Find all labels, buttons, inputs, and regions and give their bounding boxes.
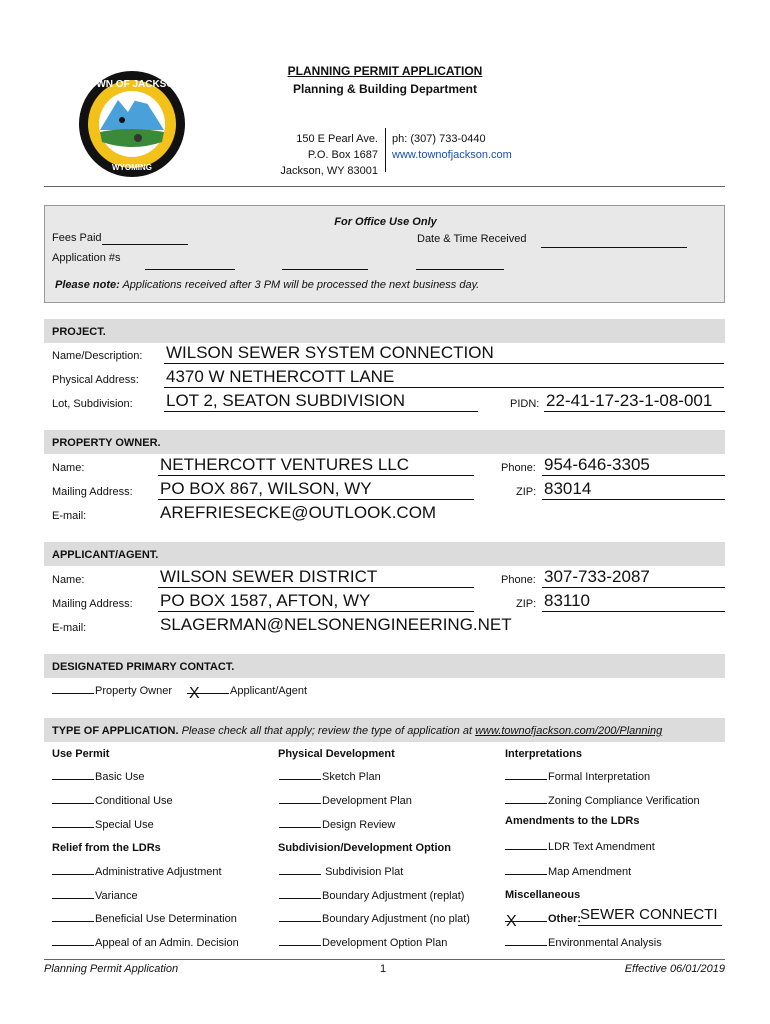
other-value[interactable]: SEWER CONNECTI xyxy=(580,906,718,923)
application-numbers-label: Application #s xyxy=(52,252,121,264)
option-variance[interactable] xyxy=(52,890,138,902)
applicant-email-value[interactable]: SLAGERMAN@NELSONENGINEERING.NET xyxy=(160,615,512,634)
applicant-section-bar xyxy=(44,542,725,566)
option-other[interactable] xyxy=(505,913,581,930)
type-section-bar xyxy=(44,718,725,742)
owner-mail-line xyxy=(158,499,474,500)
checkbox[interactable] xyxy=(279,803,321,804)
contact-agent-option[interactable] xyxy=(187,685,308,702)
checkbox[interactable] xyxy=(279,945,321,946)
address-line-2: P.O. Box 1687 xyxy=(307,149,378,161)
option-label: Boundary Adjustment (replat) xyxy=(322,890,465,902)
checkbox[interactable] xyxy=(505,874,547,875)
option-label: LDR Text Amendment xyxy=(548,841,655,853)
type-heading: TYPE OF APPLICATION. xyxy=(52,725,179,737)
department-name: Planning & Building Department xyxy=(292,82,477,96)
option-label: Zoning Compliance Verification xyxy=(548,795,700,807)
contact-agent-checkbox[interactable] xyxy=(187,685,229,702)
option-boundary-no-plat[interactable] xyxy=(279,913,470,925)
checkbox[interactable] xyxy=(505,849,547,850)
office-note xyxy=(55,279,479,291)
checkbox[interactable] xyxy=(279,779,321,780)
applicant-zip-line xyxy=(542,611,725,612)
option-label: Boundary Adjustment (no plat) xyxy=(322,913,470,925)
checkbox[interactable] xyxy=(279,827,321,828)
option-conditional-use[interactable] xyxy=(52,795,173,807)
applicant-zip-label: ZIP: xyxy=(516,598,537,610)
date-received-label: Date & Time Received xyxy=(417,233,527,245)
option-environmental-analysis[interactable] xyxy=(505,937,662,949)
option-ldr-text-amendment[interactable] xyxy=(505,841,655,853)
contact-section-bar xyxy=(44,654,725,678)
option-formal-interpretation[interactable] xyxy=(505,771,650,783)
applicant-name-label: Name: xyxy=(52,574,85,586)
owner-phone-label: Phone: xyxy=(501,462,536,474)
footer-rule xyxy=(44,959,725,960)
application-number-field-1[interactable] xyxy=(145,269,235,270)
svg-text:WYOMING: WYOMING xyxy=(112,163,152,172)
checkbox[interactable] xyxy=(52,945,94,946)
option-label: Sketch Plan xyxy=(322,771,381,783)
application-number-field-2[interactable] xyxy=(282,269,368,270)
lot-subdivision-line xyxy=(164,411,478,412)
header-rule xyxy=(44,186,725,187)
option-label: Special Use xyxy=(95,819,154,831)
option-label: Administrative Adjustment xyxy=(95,866,222,878)
pidn-label: PIDN: xyxy=(510,398,540,410)
miscellaneous-heading: Miscellaneous xyxy=(505,889,581,901)
owner-section-bar xyxy=(44,430,725,454)
option-special-use[interactable] xyxy=(52,819,154,831)
header-divider xyxy=(385,128,386,172)
project-name-value[interactable]: WILSON SEWER SYSTEM CONNECTION xyxy=(166,343,494,362)
option-sketch-plan[interactable] xyxy=(279,771,381,783)
checkbox[interactable] xyxy=(279,898,321,899)
office-use-box xyxy=(44,205,725,303)
contact-agent-mark: X xyxy=(189,685,200,702)
application-number-field-3[interactable] xyxy=(416,269,504,270)
contact-block xyxy=(392,131,512,163)
contact-heading: DESIGNATED PRIMARY CONTACT. xyxy=(52,661,235,673)
applicant-zip-value[interactable]: 83110 xyxy=(544,591,591,610)
option-label: Environmental Analysis xyxy=(548,937,662,949)
checkbox[interactable] xyxy=(52,874,94,875)
fees-paid-label: Fees Paid xyxy=(52,232,102,244)
project-heading: PROJECT. xyxy=(52,326,106,338)
checkbox[interactable] xyxy=(505,803,547,804)
owner-email-value[interactable]: AREFRIESECKE@OUTLOOK.COM xyxy=(160,503,437,522)
phone-number: ph: (307) 733-0440 xyxy=(392,133,486,145)
subdivision-heading: Subdivision/Development Option xyxy=(278,842,451,854)
option-label: Development Option Plan xyxy=(322,937,448,949)
footer-page-number: 1 xyxy=(380,963,387,975)
footer-effective-date: Effective 06/01/2019 xyxy=(624,963,725,975)
physical-development-heading: Physical Development xyxy=(278,748,395,760)
option-appeal[interactable] xyxy=(52,937,239,949)
option-admin-adjustment[interactable] xyxy=(52,866,222,878)
applicant-mail-label: Mailing Address: xyxy=(52,598,133,610)
option-label: Map Amendment xyxy=(548,866,632,878)
applicant-mail-line xyxy=(158,611,474,612)
owner-zip-line xyxy=(542,499,725,500)
type-heading-row xyxy=(52,725,662,737)
website-link[interactable]: www.townofjackson.com xyxy=(392,149,512,161)
checkbox[interactable] xyxy=(505,913,547,930)
pidn-value[interactable]: 22-41-17-23-1-08-001 xyxy=(546,391,713,410)
owner-name-label: Name: xyxy=(52,462,85,474)
applicant-email-label: E-mail: xyxy=(52,622,87,634)
office-use-title: For Office Use Only xyxy=(334,216,437,228)
option-design-review[interactable] xyxy=(279,819,395,831)
use-permit-heading: Use Permit xyxy=(52,748,110,760)
owner-email-label: E-mail: xyxy=(52,510,87,522)
address-line-1: 150 E Pearl Ave. xyxy=(296,133,378,145)
project-name-line xyxy=(164,363,724,364)
other-mark: X xyxy=(506,913,517,930)
option-label: Beneficial Use Determination xyxy=(95,913,237,925)
owner-phone-value[interactable]: 954-646-3305 xyxy=(544,455,650,474)
option-label: Subdivision Plat xyxy=(325,866,404,878)
applicant-phone-label: Phone: xyxy=(501,574,536,586)
checkbox[interactable] xyxy=(52,898,94,899)
option-development-plan[interactable] xyxy=(279,795,412,807)
checkbox[interactable] xyxy=(279,874,321,875)
interpretations-heading: Interpretations xyxy=(505,748,583,760)
note-text: Applications received after 3 PM will be processed the next business day. xyxy=(119,279,480,291)
pidn-line xyxy=(544,411,725,412)
owner-zip-label: ZIP: xyxy=(516,486,537,498)
checkbox[interactable] xyxy=(52,779,94,780)
applicant-phone-line xyxy=(542,587,725,588)
project-section-bar xyxy=(44,319,725,343)
applicant-phone-value[interactable]: 307-733-2087 xyxy=(544,567,650,586)
owner-heading: PROPERTY OWNER. xyxy=(52,437,161,449)
option-boundary-replat[interactable] xyxy=(279,890,464,902)
checkbox[interactable] xyxy=(279,921,321,922)
lot-subdivision-value[interactable]: LOT 2, SEATON SUBDIVISION xyxy=(166,391,406,410)
note-label: Please note: xyxy=(55,279,120,291)
physical-address-value[interactable]: 4370 W NETHERCOTT LANE xyxy=(166,367,395,386)
option-label: Variance xyxy=(95,890,138,902)
option-label: Appeal of an Admin. Decision xyxy=(95,937,239,949)
contact-owner-checkbox[interactable] xyxy=(52,693,94,694)
owner-mail-value[interactable]: PO BOX 867, WILSON, WY xyxy=(160,479,372,498)
checkbox[interactable] xyxy=(52,921,94,922)
date-received-field[interactable] xyxy=(541,247,687,248)
other-value-line xyxy=(578,925,722,926)
fees-paid-field[interactable] xyxy=(102,244,188,245)
type-link[interactable]: www.townofjackson.com/200/Planning xyxy=(475,725,663,737)
address-line-3: Jackson, WY 83001 xyxy=(280,165,378,177)
svg-text:TOWN OF JACKSON: TOWN OF JACKSON xyxy=(82,79,182,90)
option-development-option-plan[interactable] xyxy=(279,937,447,949)
contact-agent-label: Applicant/Agent xyxy=(230,685,308,697)
applicant-name-line xyxy=(158,587,474,588)
option-label: Basic Use xyxy=(95,771,145,783)
option-zoning-compliance[interactable] xyxy=(505,795,700,807)
option-map-amendment[interactable] xyxy=(505,866,631,878)
lot-subdivision-label: Lot, Subdivision: xyxy=(52,398,133,410)
physical-address-line xyxy=(164,387,724,388)
applicant-name-value[interactable]: WILSON SEWER DISTRICT xyxy=(160,567,378,586)
footer-form-name: Planning Permit Application xyxy=(44,963,179,975)
project-name-label: Name/Description: xyxy=(52,350,143,362)
type-instruction: Please check all that apply; review the type of application at xyxy=(181,725,476,737)
option-basic-use[interactable] xyxy=(52,771,145,783)
option-label: Development Plan xyxy=(322,795,412,807)
owner-name-line xyxy=(158,475,474,476)
owner-phone-line xyxy=(542,475,725,476)
applicant-heading: APPLICANT/AGENT. xyxy=(52,549,159,561)
physical-address-label: Physical Address: xyxy=(52,374,139,386)
option-label: Formal Interpretation xyxy=(548,771,651,783)
owner-zip-value[interactable]: 83014 xyxy=(544,479,592,498)
option-label: Design Review xyxy=(322,819,396,831)
owner-name-value[interactable]: NETHERCOTT VENTURES LLC xyxy=(160,455,410,474)
checkbox[interactable] xyxy=(505,779,547,780)
amendments-heading: Amendments to the LDRs xyxy=(505,815,640,827)
mailing-block xyxy=(280,131,378,179)
option-subdivision-plat[interactable] xyxy=(279,866,403,878)
relief-heading: Relief from the LDRs xyxy=(52,842,161,854)
owner-mail-label: Mailing Address: xyxy=(52,486,133,498)
checkbox[interactable] xyxy=(52,827,94,828)
other-label: Other: xyxy=(548,913,581,925)
form-title: PLANNING PERMIT APPLICATION xyxy=(287,64,483,78)
checkbox[interactable] xyxy=(52,803,94,804)
contact-owner-label: Property Owner xyxy=(95,685,173,697)
option-beneficial-use[interactable] xyxy=(52,913,237,925)
option-label: Conditional Use xyxy=(95,795,173,807)
checkbox[interactable] xyxy=(505,945,547,946)
contact-owner-option[interactable] xyxy=(52,685,172,697)
applicant-mail-value[interactable]: PO BOX 1587, AFTON, WY xyxy=(160,591,371,610)
